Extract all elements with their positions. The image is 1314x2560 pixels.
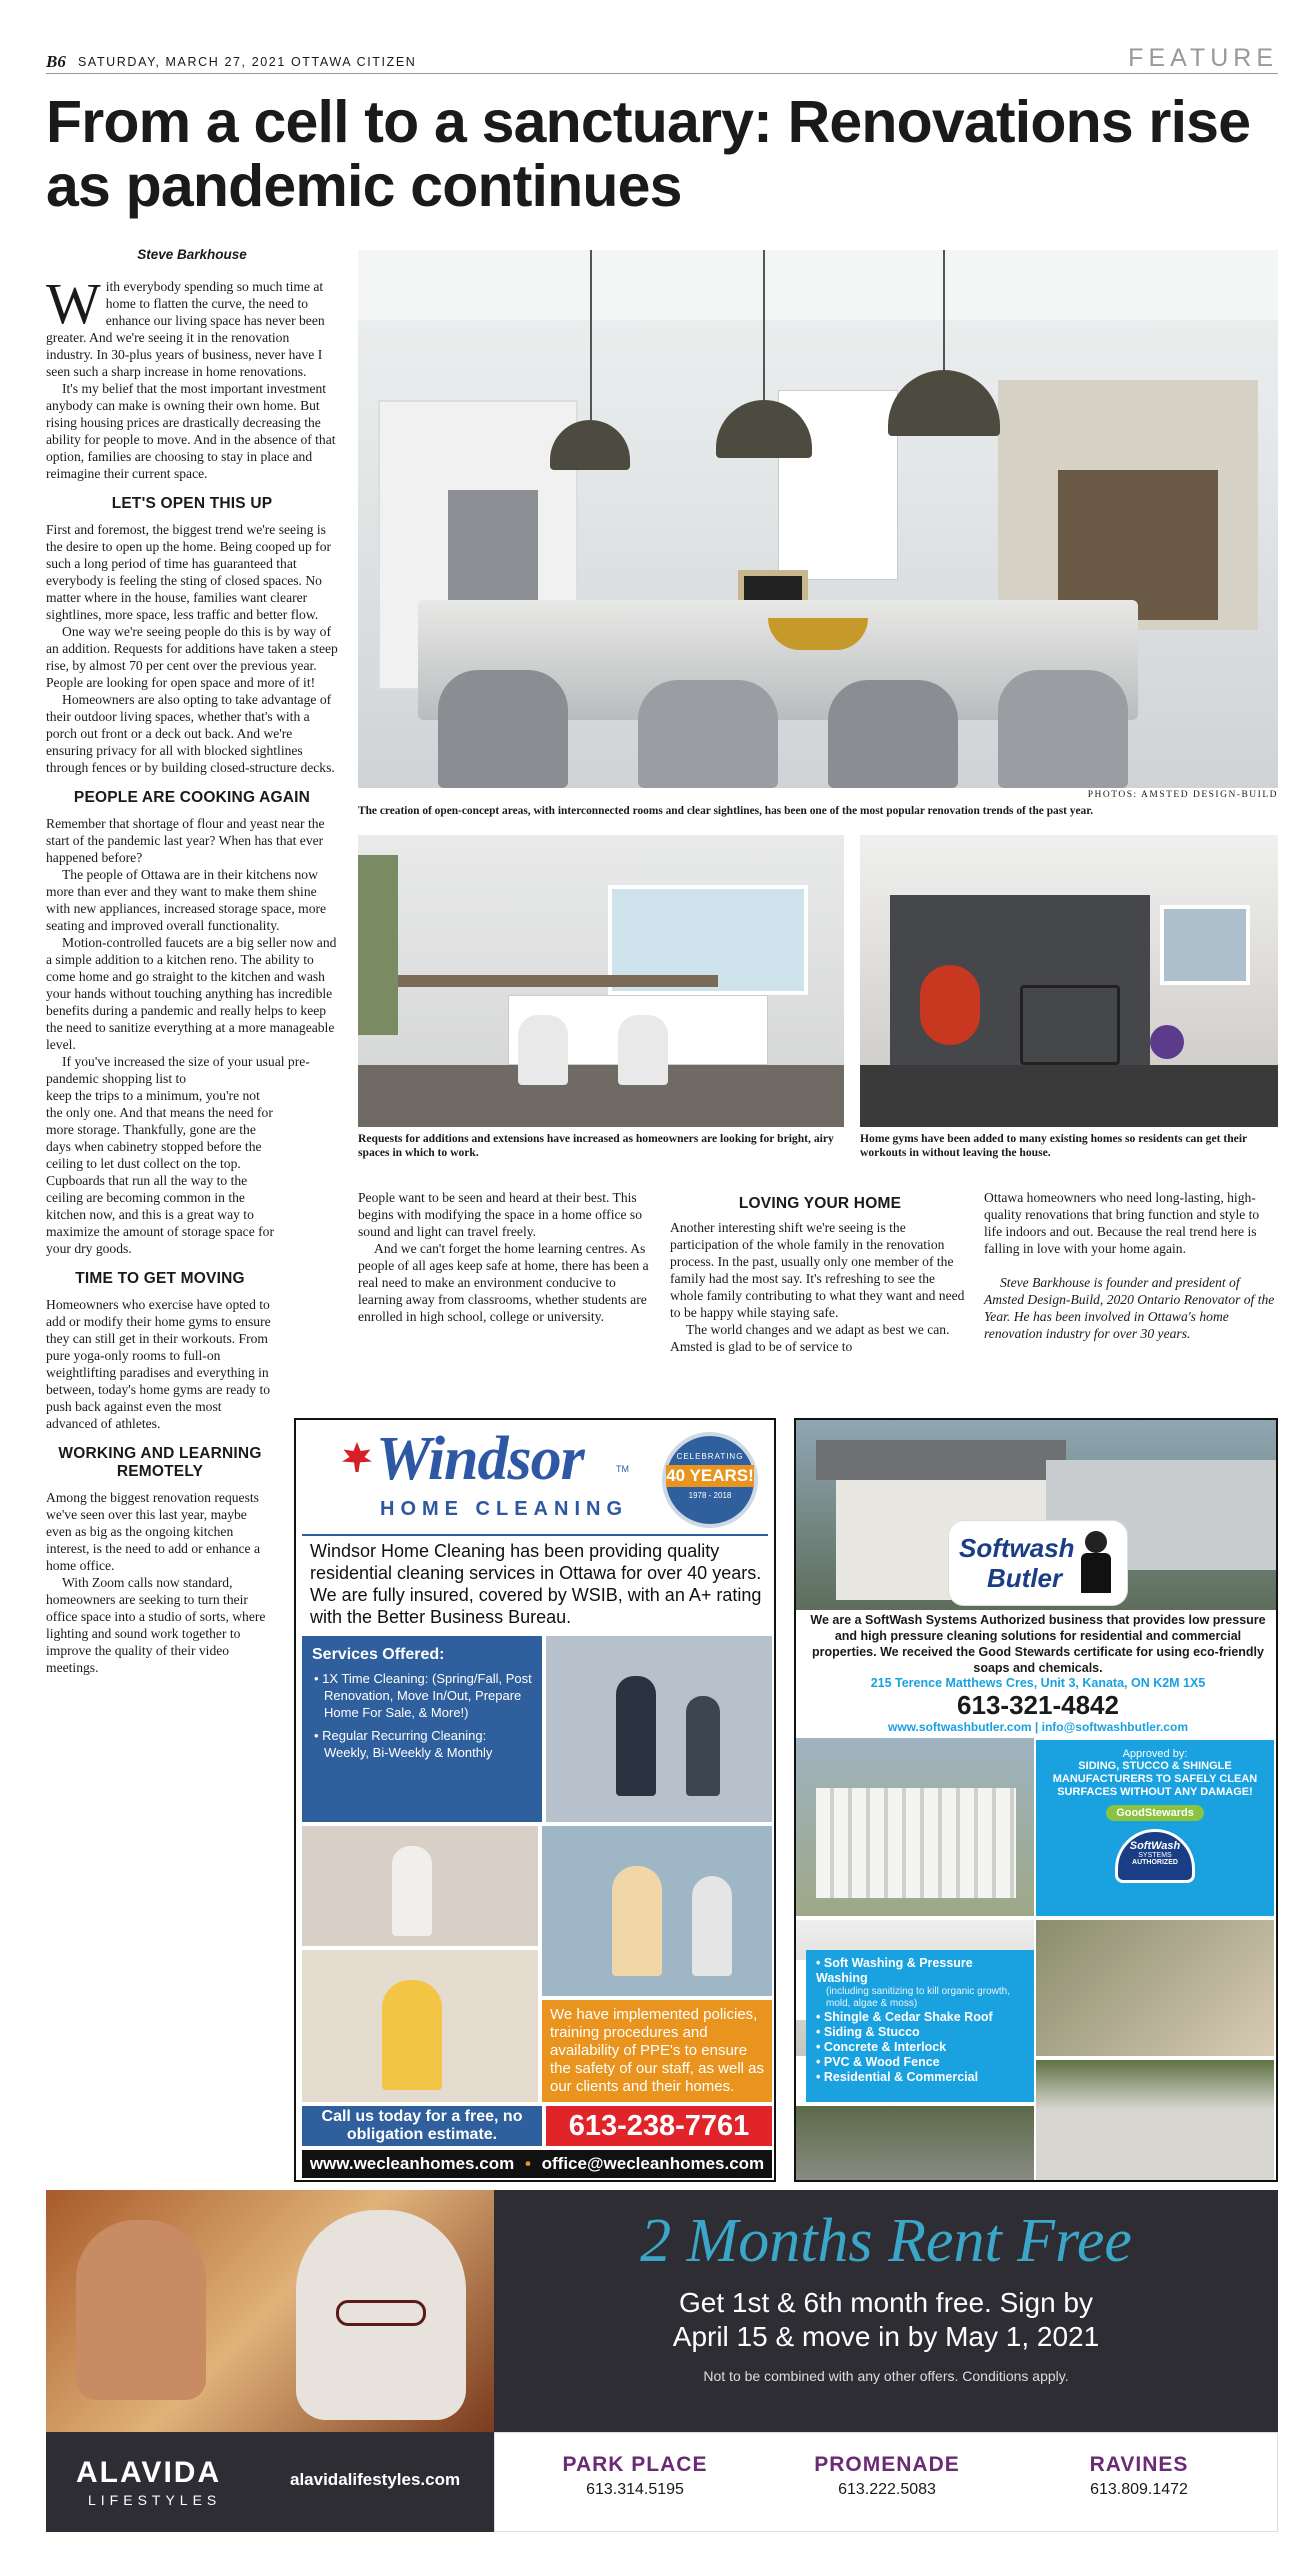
- softwash-ad: [794, 1418, 1278, 2182]
- windsor-logo: Windsor: [376, 1425, 584, 1493]
- maple-leaf-icon: [342, 1442, 372, 1472]
- windsor-intro: Windsor Home Cleaning has been providing quality residential cleaning services in Ottawa for over 40 years. We are fully insured, covered by WSIB, with an A+ rating with the Better Business Bureau.: [310, 1541, 762, 1627]
- alavida-ad: [46, 2190, 1278, 2532]
- offer-headline: 2 Months Rent Free: [640, 2207, 1132, 2275]
- page-number: B6: [46, 52, 66, 71]
- offer-line: April 15 & move in by May 1, 2021: [672, 2321, 1100, 2352]
- cleaning-photo: [302, 1950, 538, 2102]
- windsor-sub: HOME CLEANING: [380, 1498, 628, 1520]
- paragraph: And we can't forget the home learning centres. As people of all ages keep safe at home, there has been a real need to make an environment conducive to learning away from classrooms, whether students are enrolled in high school, college or university.: [358, 1241, 649, 1324]
- paragraph: First and foremost, the biggest trend we're seeing is the desire to open up the home. Being cooped up for such a long period of time has guaranteed that everybody is feeling the sting of closed spaces. No matter where in the house, families want clearer sightlines, more space, less traffic and better flow.: [46, 522, 332, 622]
- byline: Steve Barkhouse: [137, 247, 247, 262]
- subhead: TIME TO GET MOVING: [75, 1270, 245, 1287]
- alavida-brand-panel: [46, 2432, 494, 2532]
- service-item: • Soft Washing & Pressure Washing: [816, 1956, 973, 1985]
- section-label: FEATURE: [1128, 44, 1278, 72]
- softwash-phone[interactable]: 613-321-4842: [957, 1690, 1119, 1720]
- gym-photo-caption: Home gyms have been added to many existing homes so residents can get their workouts in without leaving the house.: [860, 1132, 1247, 1159]
- headline: From a cell to a sanctuary: Renovations rise as pandemic continues: [46, 89, 1251, 219]
- paragraph: One way we're seeing people do this is by way of an addition. Requests for additions have taken a steep rise, by almost 70 per cent over the previous year. People are looking for open space and more of it!: [46, 624, 338, 690]
- page-header: [46, 44, 1278, 74]
- paragraph: Ottawa homeowners who need long-lasting, high-quality renovations that bring function and style to life indoors and out. Because the real trend here is falling in love with your home again.: [984, 1190, 1260, 1256]
- windsor-contact-bar: www.wecleanhomes.com • office@wecleanhomes.com: [302, 2150, 772, 2178]
- gym-photo: [860, 835, 1278, 1127]
- softwash-address: 215 Terence Matthews Cres, Unit 3, Kanata, ON K2M 1X5: [870, 1676, 1206, 1690]
- location: RAVINES 613.809.1472: [1089, 2453, 1189, 2498]
- offer-line: Get 1st & 6th month free. Sign by: [679, 2287, 1093, 2318]
- location: PROMENADE 613.222.5083: [814, 2453, 960, 2498]
- offer-fineprint: Not to be combined with any other offers. Conditions apply.: [703, 2368, 1069, 2384]
- paragraph: It's my belief that the most important investment anybody can make is owning their own home. But rising housing prices are drastically decreasing the ability for people to move. And in the absence of that option, families are choosing to stay in place and reimagine their current space.: [46, 381, 336, 481]
- before-photo: [796, 2106, 1034, 2182]
- paragraph: With everybody spending so much time at home to flatten the curve, the need to enhance our living space has never been greater. And we're seeing it in the renovation industry. In 30-plus years of business, never have I seen such a sharp increase in home renovations.: [46, 271, 325, 379]
- windsor-email-link[interactable]: office@wecleanhomes.com: [541, 2154, 765, 2173]
- butler-icon: [1085, 1531, 1107, 1553]
- alavida-logo: ALAVIDA: [76, 2456, 222, 2489]
- office-photo-caption: Requests for additions and extensions have increased as homeowners are looking for bright, airy spaces in which to work.: [358, 1132, 834, 1159]
- article-column-mid: [358, 1189, 656, 1325]
- softwash-systems-badge: SoftWash SYSTEMS AUTHORIZED: [1115, 1829, 1195, 1883]
- paragraph: keep the trips to a minimum, you're not the only one. And that means the need for more storage. Thankfully, gone are the days when cabinetry stopped before the ceiling to let dust collect on the top. Cupboards that run all the way to the ceiling are becoming common in the kitchen now, and this is a great way to maximize the amount of storage space for your dry goods.: [46, 1088, 274, 1256]
- after-photo: [1036, 2060, 1274, 2182]
- paragraph: Remember that shortage of flour and yeast near the start of the pandemic last year? When has that ever happened before?: [46, 816, 325, 865]
- windsor-phone[interactable]: 613-238-7761: [546, 2106, 772, 2146]
- paragraph: With Zoom calls now standard, homeowners are seeking to turn their office space into a studio of sorts, where lighting and sound work together to improve the quality of their video meetings.: [46, 1575, 266, 1675]
- service-item: • 1X Time Cleaning: (Spring/Fall, Post Renovation, Move In/Out, Prepare Home For Sale, & More!): [314, 1671, 532, 1720]
- good-stewards-badge: GoodStewards: [1106, 1805, 1204, 1821]
- windsor-website-link[interactable]: www.wecleanhomes.com: [309, 2154, 515, 2173]
- softwash-contact[interactable]: www.softwashbutler.com | info@softwashbutler.com: [888, 1720, 1188, 1734]
- approved-box: Approved by: SIDING, STUCCO & SHINGLE MANUFACTURERS TO SAFELY CLEAN SURFACES WITHOUT ANY DAMAGE! GoodStewards SoftWash SYSTEMS AUTHORIZED: [1036, 1740, 1274, 1916]
- paragraph: Homeowners who exercise have opted to add or modify their home gyms to ensure they can still get in their workouts. From pure yoga-only rooms to full-on weightlifting paradises and everything in between, today's home gyms are ready to push back against even the most advanced of athletes.: [46, 1297, 271, 1431]
- softwash-services: [806, 1950, 1034, 2102]
- service-item: • PVC & Wood Fence: [816, 2055, 940, 2069]
- article-column-far-right: [984, 1189, 1280, 1342]
- paragraph: People want to be seen and heard at their best. This begins with modifying the space in a home office so sound and light can travel freely.: [358, 1190, 643, 1239]
- locations-bar: [494, 2432, 1278, 2532]
- kitchen-photo: [358, 250, 1278, 788]
- trademark: TM: [616, 1464, 629, 1474]
- office-photo: [358, 835, 844, 1127]
- paragraph: Among the biggest renovation requests we've seen over this last year, maybe even as big as the ongoing kitchen interest, is the need to add or enhance a home office.: [46, 1490, 261, 1573]
- paragraph: The people of Ottawa are in their kitchens now more than ever and they want to make them shine with new appliances, increased storage space, more seating and improved overall functionality.: [46, 867, 327, 933]
- subhead: LOVING YOUR HOME: [738, 1195, 902, 1212]
- service-note: (including sanitizing to kill organic growth, mold, algae & moss): [826, 1986, 1010, 2009]
- article-column-right: [670, 1180, 970, 1355]
- offer-panel: [494, 2190, 1278, 2432]
- paragraph: If you've increased the size of your usual pre-pandemic shopping list to: [46, 1054, 310, 1086]
- covid-notice: We have implemented policies, training procedures and availability of PPE's to ensure the safety of our staff, as well as our clients and their homes.: [542, 2000, 772, 2102]
- service-item: • Residential & Commercial: [816, 2070, 979, 2084]
- softwash-logo: Softwash Butler: [948, 1520, 1128, 1606]
- main-photo-caption: The creation of open-concept areas, with interconnected rooms and clear sightlines, has been one of the most popular renovation trends of the past year.: [358, 805, 1094, 817]
- subhead: LET'S OPEN THIS UP: [111, 495, 273, 512]
- location: PARK PLACE 613.314.5195: [562, 2453, 708, 2498]
- paragraph: Another interesting shift we're seeing is the participation of the whole family in the renovation process. In the past, usually only one member of the family had the most say. It's refreshing to see the whole family contributing to what they want and need to be happy while staying safe.: [670, 1220, 965, 1320]
- cleaning-photo: [302, 1826, 538, 1946]
- driveway-photo: [1036, 1920, 1274, 2056]
- alavida-website[interactable]: alavidalifestyles.com: [290, 2470, 461, 2489]
- author-bio: Steve Barkhouse is founder and president of Amsted Design-Build, 2020 Ontario Renovator of the Year. He has been involved in Ottawa's home renovation industry for over 30 years.: [984, 1275, 1275, 1341]
- service-item: • Regular Recurring Cleaning: Weekly, Bi-Weekly & Monthly: [314, 1728, 493, 1760]
- dateline: SATURDAY, MARCH 27, 2021 OTTAWA CITIZEN: [78, 55, 417, 69]
- service-item: • Concrete & Interlock: [816, 2040, 947, 2054]
- service-item: • Siding & Stucco: [816, 2025, 920, 2039]
- fence-photo: [796, 1738, 1034, 1916]
- couple-photo: [46, 2190, 494, 2432]
- call-to-action: Call us today for a free, no obligation estimate.: [302, 2106, 542, 2146]
- windsor-ad: [294, 1418, 776, 2182]
- paragraph: Homeowners are also opting to take advantage of their outdoor living spaces, whether that's with a porch out front or a deck out back. And we're ensuring privacy for all with blocked sightlines through fences or by building closed-structure decks.: [46, 692, 335, 775]
- service-item: • Shingle & Cedar Shake Roof: [816, 2010, 993, 2024]
- drop-cap: W: [46, 271, 101, 336]
- photo-credit: PHOTOS: AMSTED DESIGN-BUILD: [1087, 790, 1278, 800]
- paragraph: The world changes and we adapt as best we can. Amsted is glad to be of service to: [670, 1322, 950, 1354]
- alavida-logo-sub: LIFESTYLES: [88, 2492, 222, 2508]
- subhead: WORKING AND LEARNING REMOTELY: [58, 1445, 262, 1480]
- services-box: Services Offered: • 1X Time Cleaning: (Spring/Fall, Post Renovation, Move In/Out, Prepare Home For Sale, & More!) • Regular Recurring Cleaning: Weekly, Bi-Weekly & Monthly: [302, 1636, 542, 1822]
- subhead: PEOPLE ARE COOKING AGAIN: [73, 789, 311, 806]
- cleaning-photo: [542, 1826, 772, 1996]
- softwash-intro: We are a SoftWash Systems Authorized business that provides low pressure and high pressure cleaning solutions for residential and commercial properties. We received the Good Stewards certificate for using eco-friendly soaps and chemicals.: [810, 1613, 1266, 1675]
- paragraph: Motion-controlled faucets are a big seller now and a simple addition to a kitchen reno. The ability to come home and go straight to the kitchen and wash your hands without touching anything has incredible benefits during a pandemic and really helps to keep the need to sanitize everything at a more manageable level.: [46, 935, 337, 1052]
- cleaning-photo: [546, 1636, 772, 1822]
- anniversary-badge: CELEBRATING 40 YEARS! 1978 - 2018: [662, 1432, 758, 1528]
